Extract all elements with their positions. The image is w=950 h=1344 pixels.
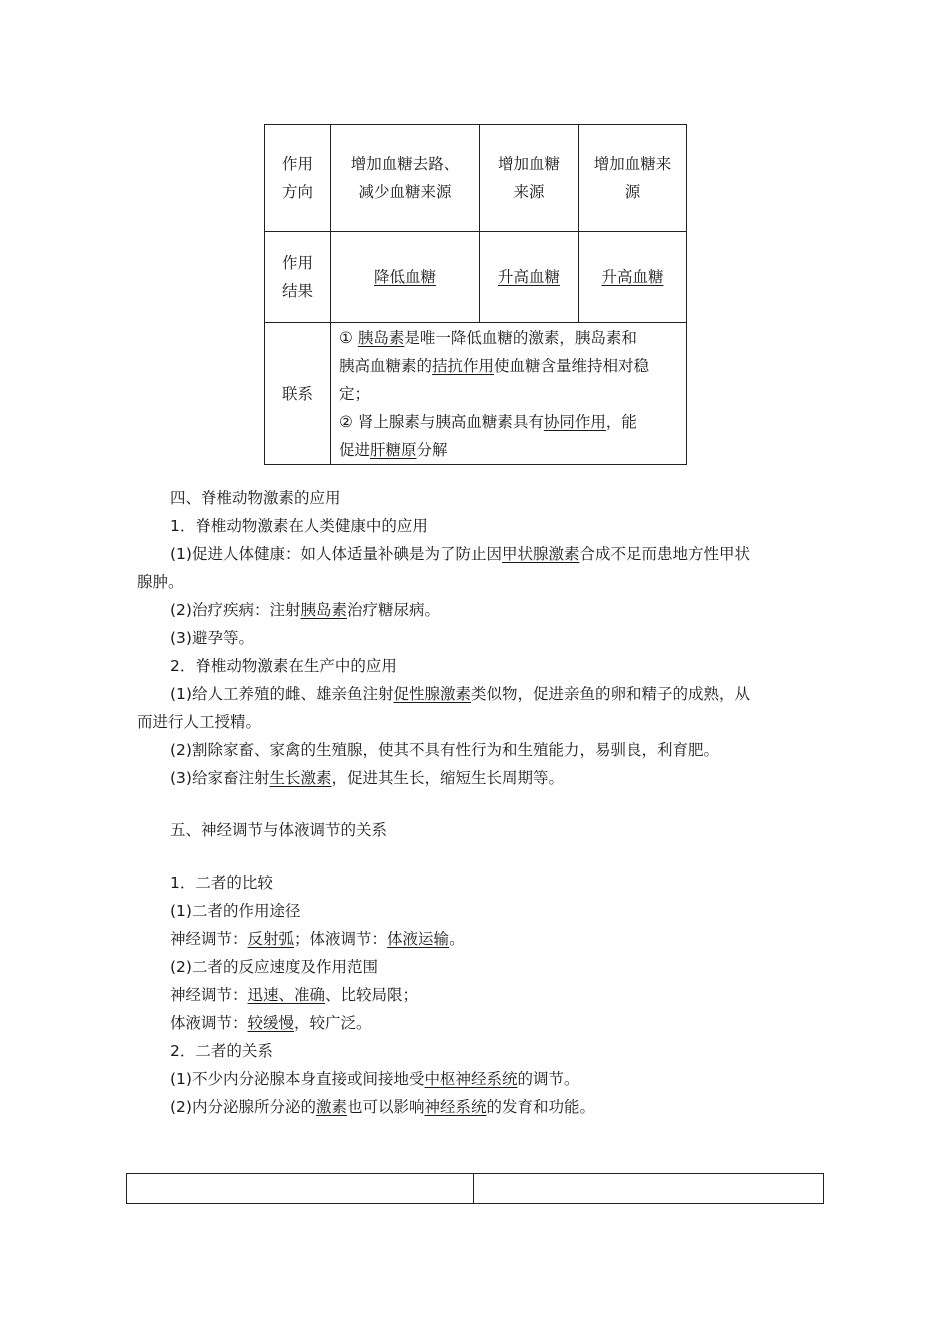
paragraph-line	[170, 925, 465, 953]
text: ，促进其生长，缩短生长周期等。	[331, 769, 564, 787]
table-cell	[474, 1174, 824, 1204]
text: (2)内分泌腺所分泌的	[170, 1098, 316, 1116]
text: 、比较局限；	[325, 986, 419, 1004]
text: 的调节。	[517, 1070, 580, 1088]
subsection-title: 2．脊椎动物激素在生产中的应用	[170, 657, 397, 675]
text: 体液调节：	[170, 1014, 248, 1032]
text: 的发育和功能。	[486, 1098, 596, 1116]
text: (1)不少内分泌腺本身直接或间接地受	[170, 1070, 425, 1088]
table-row	[265, 125, 687, 232]
paragraph-line	[170, 1093, 595, 1121]
text: ，较广泛。	[294, 1014, 372, 1032]
text: 神经调节：	[170, 986, 248, 1004]
paragraph-line: (2)二者的反应速度及作用范围	[170, 958, 378, 976]
answer-text: 促性腺激素	[393, 685, 471, 703]
paragraph-line	[170, 981, 418, 1009]
paragraph-line	[170, 1009, 372, 1037]
text: 使血糖含量维持相对稳	[494, 356, 650, 375]
relation-cell	[331, 323, 687, 465]
answer-text: 胰岛素	[357, 328, 405, 347]
text: 胰高血糖素的	[339, 356, 433, 375]
paragraph-line	[170, 764, 564, 792]
paragraph-line: 而进行人工授精。	[137, 713, 262, 731]
answer-text: 升高血糖	[601, 268, 664, 286]
paragraph-line	[170, 1065, 580, 1093]
table-cell	[331, 125, 480, 232]
answer-text: 协同作用	[543, 412, 606, 431]
cell-text: 作用	[281, 155, 313, 173]
answer-text: 生长激素	[269, 769, 332, 787]
text: 。	[449, 930, 465, 948]
paragraph-line	[170, 596, 440, 624]
answer-text: 升高血糖	[497, 268, 560, 286]
subsection-title: 1．二者的比较	[170, 874, 273, 892]
row-header-result	[265, 232, 331, 323]
text: 分解	[416, 440, 448, 459]
answer-text: 降低血糖	[373, 268, 436, 286]
paragraph-line: (2)割除家畜、家禽的生殖腺，使其不具有性行为和生殖能力，易驯良，利育肥。	[170, 741, 719, 759]
text: (2)治疗疾病：注射	[170, 601, 301, 619]
answer-text: 肝糖原	[370, 440, 417, 459]
table-cell	[579, 125, 687, 232]
cell-text: 作用	[281, 254, 313, 272]
paragraph-line	[170, 540, 750, 568]
text: (1)给人工养殖的雌、雄亲鱼注射	[170, 685, 394, 703]
section-5-title: 五、神经调节与体液调节的关系	[170, 821, 388, 839]
cell-text: 方向	[281, 183, 313, 201]
table-row	[265, 323, 687, 465]
cell-text: 增加血糖	[497, 155, 560, 173]
answer-text: 中枢神经系统	[424, 1070, 518, 1088]
paragraph-line: (1)二者的作用途径	[170, 902, 301, 920]
answer-text: 神经系统	[424, 1098, 487, 1116]
answer-text: 拮抗作用	[432, 356, 495, 375]
table-row	[265, 232, 687, 323]
answer-text: 胰岛素	[300, 601, 347, 619]
answer-text: 激素	[315, 1098, 347, 1116]
row-header-relation: 联系	[265, 323, 331, 465]
hormone-comparison-table	[264, 124, 687, 465]
answer-text: 反射弧	[247, 930, 295, 948]
paragraph-line: (3)避孕等。	[170, 629, 254, 647]
table-cell	[127, 1174, 474, 1204]
table-row	[127, 1174, 824, 1204]
bottom-table	[126, 1173, 824, 1204]
text: (1)促进人体健康：如人体适量补碘是为了防止因	[170, 545, 502, 563]
cell-text: 来源	[513, 183, 545, 201]
section-4-title: 四、脊椎动物激素的应用	[170, 489, 341, 507]
cell-text: 增加血糖来	[593, 155, 672, 173]
answer-text: 较缓慢	[247, 1014, 295, 1032]
paragraph-line: 腺肿。	[137, 573, 184, 591]
cell-text: 增加血糖去路、	[350, 155, 460, 173]
cell-text: 结果	[281, 282, 313, 300]
cell-text: 源	[624, 183, 641, 201]
text: (3)给家畜注射	[170, 769, 270, 787]
text: 治疗糖尿病。	[346, 601, 440, 619]
subsection-title: 2．二者的关系	[170, 1042, 273, 1060]
text: 也可以影响	[346, 1098, 425, 1116]
table-cell	[331, 232, 480, 323]
table-cell	[579, 232, 687, 323]
answer-text: 甲状腺激素	[501, 545, 580, 563]
subsection-title: 1．脊椎动物激素在人类健康中的应用	[170, 517, 428, 535]
text: 促进	[339, 440, 371, 459]
text: 定；	[339, 384, 371, 403]
paragraph-line	[170, 680, 750, 708]
text: 神经调节：	[170, 930, 248, 948]
answer-text: 体液运输	[387, 930, 450, 948]
table-cell	[480, 125, 579, 232]
text: 类似物，促进亲鱼的卵和精子的成熟，从	[470, 685, 750, 703]
table-cell	[480, 232, 579, 323]
row-header-direction	[265, 125, 331, 232]
text: 是唯一降低血糖的激素，胰岛素和	[404, 328, 637, 347]
text: ；体液调节：	[294, 930, 388, 948]
text: ② 肾上腺素与胰高血糖素具有	[339, 412, 544, 431]
text: 合成不足而患地方性甲状	[579, 545, 750, 563]
text: ①	[339, 328, 358, 347]
text: ，能	[605, 412, 637, 431]
cell-text: 减少血糖来源	[358, 183, 452, 201]
answer-text: 迅速、准确	[247, 986, 326, 1004]
